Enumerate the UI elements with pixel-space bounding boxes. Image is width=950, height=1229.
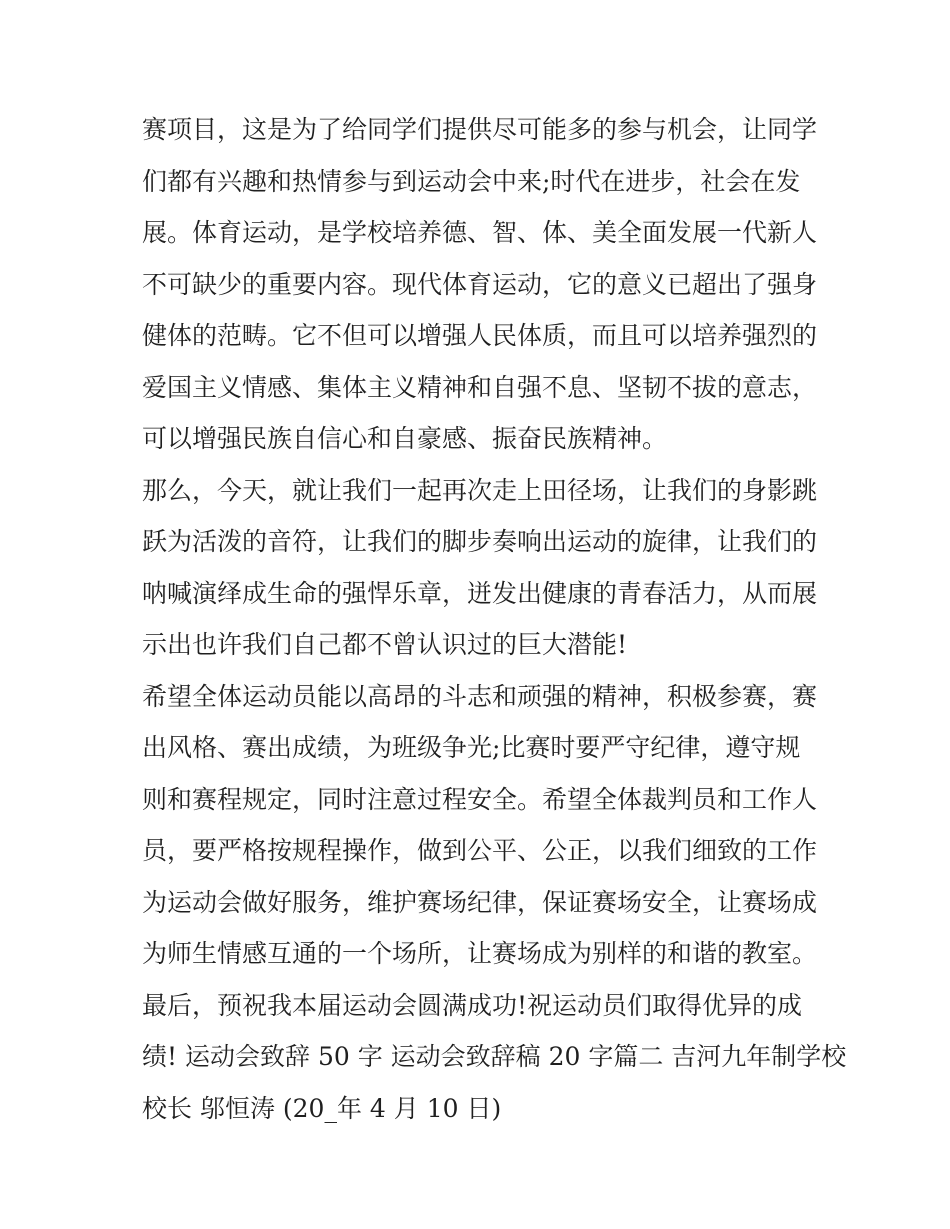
- text-line: 为师生情感互通的一个场所，让赛场成为别样的和谐的教室。: [142, 939, 818, 968]
- text-line: 最后，预祝我本届运动会圆满成功!祝运动员们取得优异的成: [142, 990, 803, 1020]
- text-line: 们都有兴趣和热情参与到运动会中来;时代在进步，社会在发: [142, 166, 801, 196]
- text-line: 不可缺少的重要内容。现代体育运动，它的意义已超出了强身: [142, 269, 818, 299]
- text-line: 校长 邬恒涛 (20_年 4 月 10 日): [142, 1093, 502, 1123]
- text-line: 为运动会做好服务，维护赛场纪律，保证赛场安全，让赛场成: [142, 887, 818, 917]
- text-line: 跃为活泼的音符，让我们的脚步奏响出运动的旋律，让我们的: [142, 527, 818, 556]
- text-line: 员，要严格按规程操作，做到公平、公正，以我们细致的工作: [142, 836, 818, 865]
- text-line: 可以增强民族自信心和自豪感、振奋民族精神。: [142, 424, 668, 453]
- text-line: 出风格、赛出成绩，为班级争光;比赛时要严守纪律，遵守规: [142, 733, 801, 762]
- text-line: 健体的范畴。它不但可以增强人民体质，而且可以培养强烈的: [142, 321, 818, 350]
- text-line: 爱国主义情感、集体主义精神和自强不息、坚韧不拔的意志，: [142, 372, 818, 402]
- text-line: 示出也许我们自己都不曾认识过的巨大潜能!: [142, 630, 628, 659]
- text-line: 绩! 运动会致辞 50 字 运动会致辞稿 20 字篇二 吉河九年制学校: [142, 1042, 847, 1071]
- text-line: 那么，今天，就让我们一起再次走上田径场，让我们的身影跳: [142, 475, 818, 505]
- text-line: 赛项目，这是为了给同学们提供尽可能多的参与机会，让同学: [142, 115, 818, 144]
- text-line: 则和赛程规定，同时注意过程安全。希望全体裁判员和工作人: [142, 784, 818, 814]
- document-body: [142, 104, 847, 1134]
- text-line: 展。体育运动，是学校培养德、智、体、美全面发展一代新人: [142, 218, 818, 247]
- text-line: 希望全体运动员能以高昂的斗志和顽强的精神，积极参赛，赛: [142, 681, 818, 711]
- text-line: 呐喊演绎成生命的强悍乐章，迸发出健康的青春活力，从而展: [142, 578, 818, 608]
